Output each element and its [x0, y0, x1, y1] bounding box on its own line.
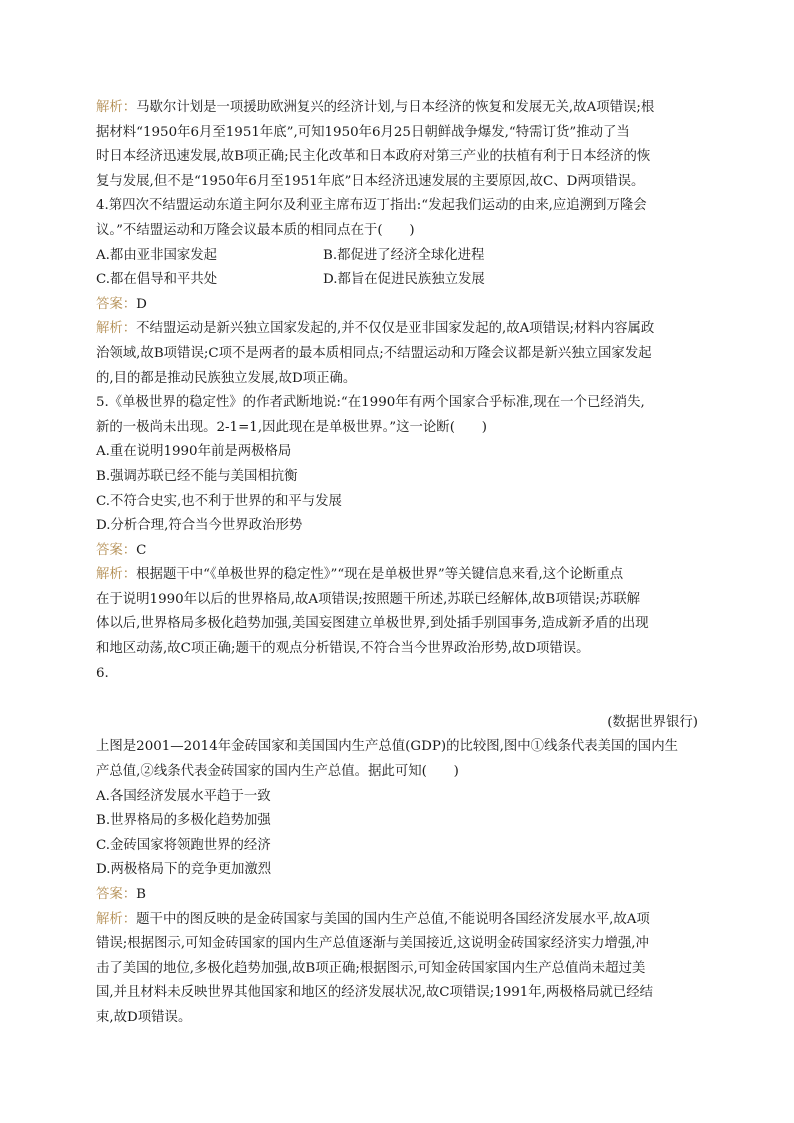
question-4: [96, 194, 698, 391]
question-number: 6.: [96, 665, 109, 681]
option-b: B.强调苏联已经不能与美国相抗衡: [96, 468, 298, 484]
question-stem-line: 新的一极尚未出现。2-1=1,因此现在是单极世界。”这一论断( ): [96, 419, 487, 435]
question-stem-line: 4.第四次不结盟运动东道主阿尔及利亚主席布迈丁指出:“发起我们运动的由来,应追溯到万隆会: [96, 198, 647, 214]
answer-line: [96, 539, 698, 564]
question-stem-line: 议。”不结盟运动和万隆会议最本质的相同点在于( ): [96, 222, 415, 238]
figure-source: (数据世界银行): [607, 714, 698, 730]
option-d: D.分析合理,符合当今世界政治形势: [96, 518, 303, 534]
answer-value: C: [136, 542, 147, 558]
question-stem-line: 产总值,②线条代表金砖国家的国内生产总值。据此可知( ): [96, 764, 459, 780]
answer-line: [96, 293, 698, 318]
analysis-label: 解析：: [96, 100, 137, 115]
answer-label: 答案：: [96, 887, 137, 902]
q3-analysis: [96, 96, 698, 194]
analysis-line: 复与发展,但不是“1950年6月至1951年底”日本经济迅速发展的主要原因,故C、D两项错误。: [96, 173, 645, 189]
option-b: B.都促进了经济全球化进程: [323, 247, 485, 263]
analysis-line: 在于说明1990年以后的世界格局,故A项错误;按照题干所述,苏联已经解体,故B项错误;苏联解: [96, 591, 641, 607]
figure-placeholder: [96, 686, 698, 711]
answer-label: 答案：: [96, 542, 137, 558]
analysis-line: 解析：不结盟运动是新兴独立国家发起的,并不仅仅是亚非国家发起的,故A项错误;材料内容属政: [96, 321, 655, 337]
option-c: C.金砖国家将领跑世界的经济: [96, 837, 271, 853]
options-row: [96, 268, 698, 293]
analysis-line: 体以后,世界格局多极化趋势加强,美国妄图建立单极世界,到处插手别国事务,造成新矛盾的出现: [96, 616, 649, 632]
analysis-line: 解析：马歇尔计划是一项援助欧洲复兴的经济计划,与日本经济的恢复和发展无关,故A项错误;根: [96, 100, 655, 115]
analysis-line: 的,目的都是推动民族独立发展,故D项正确。: [96, 370, 357, 386]
question-stem-line: 5.《单极世界的稳定性》的作者武断地说:“在1990年有两个国家合乎标准,现在一个已经消失,: [96, 395, 645, 411]
analysis-line: 击了美国的地位,多极化趋势加强,故B项正确;根据图示,可知金砖国家国内生产总值尚未超过美: [96, 960, 646, 976]
analysis-line: 治领域,故B项错误;C项不是两者的最本质相同点;不结盟运动和万隆会议都是新兴独立国家发起: [96, 345, 652, 361]
question-5: [96, 391, 698, 662]
option-a: A.都由亚非国家发起: [96, 247, 218, 263]
analysis-line: 束,故D项错误。: [96, 1009, 192, 1025]
option-c: C.不符合史实,也不利于世界的和平与发展: [96, 493, 342, 509]
option-a: A.各国经济发展水平趋于一致: [96, 788, 271, 804]
option-d: D.都旨在促进民族独立发展: [323, 272, 485, 288]
option-d: D.两极格局下的竞争更加激烈: [96, 862, 272, 878]
answer-value: D: [136, 296, 147, 312]
analysis-line: 时日本经济迅速发展,故B项正确;民主化改革和日本政府对第三产业的扶植有利于日本经济的恢: [96, 149, 651, 165]
analysis-label: 解析：: [96, 911, 137, 927]
answer-value: B: [136, 887, 147, 902]
analysis-line: 国,并且材料未反映世界其他国家和地区的经济发展状况,故C项错误;1991年,两极格局就已经结: [96, 985, 654, 1001]
option-a: A.重在说明1990年前是两极格局: [96, 444, 292, 460]
question-6: [96, 662, 698, 1031]
analysis-line: 据材料“1950年6月至1951年底”,可知1950年6月25日朝鲜战争爆发,“特需订货”推动了当: [96, 124, 630, 140]
options-row: [96, 244, 698, 269]
document-page: [96, 96, 698, 1031]
analysis-line: 错误;根据图示,可知金砖国家的国内生产总值逐渐与美国接近,这说明金砖国家经济实力增强,冲: [96, 936, 649, 952]
question-stem-line: 上图是2001—2014年金砖国家和美国国内生产总值(GDP)的比较图,图中①线条代表美国的国内生: [96, 739, 678, 755]
analysis-line: 解析：根据题干中“《单极世界的稳定性》”“现在是单极世界”等关键信息来看,这个论断重点: [96, 567, 624, 583]
analysis-label: 解析：: [96, 321, 137, 337]
option-b: B.世界格局的多极化趋势加强: [96, 813, 271, 829]
analysis-line: 解析：题干中的图反映的是金砖国家与美国的国内生产总值,不能说明各国经济发展水平,故A项: [96, 911, 650, 927]
option-c: C.都在倡导和平共处: [96, 272, 218, 288]
answer-label: 答案：: [96, 296, 137, 312]
answer-line: [96, 883, 698, 908]
analysis-label: 解析：: [96, 567, 137, 583]
analysis-line: 和地区动荡,故C项正确;题干的观点分析错误,不符合当今世界政治形势,故D项错误。: [96, 641, 590, 657]
